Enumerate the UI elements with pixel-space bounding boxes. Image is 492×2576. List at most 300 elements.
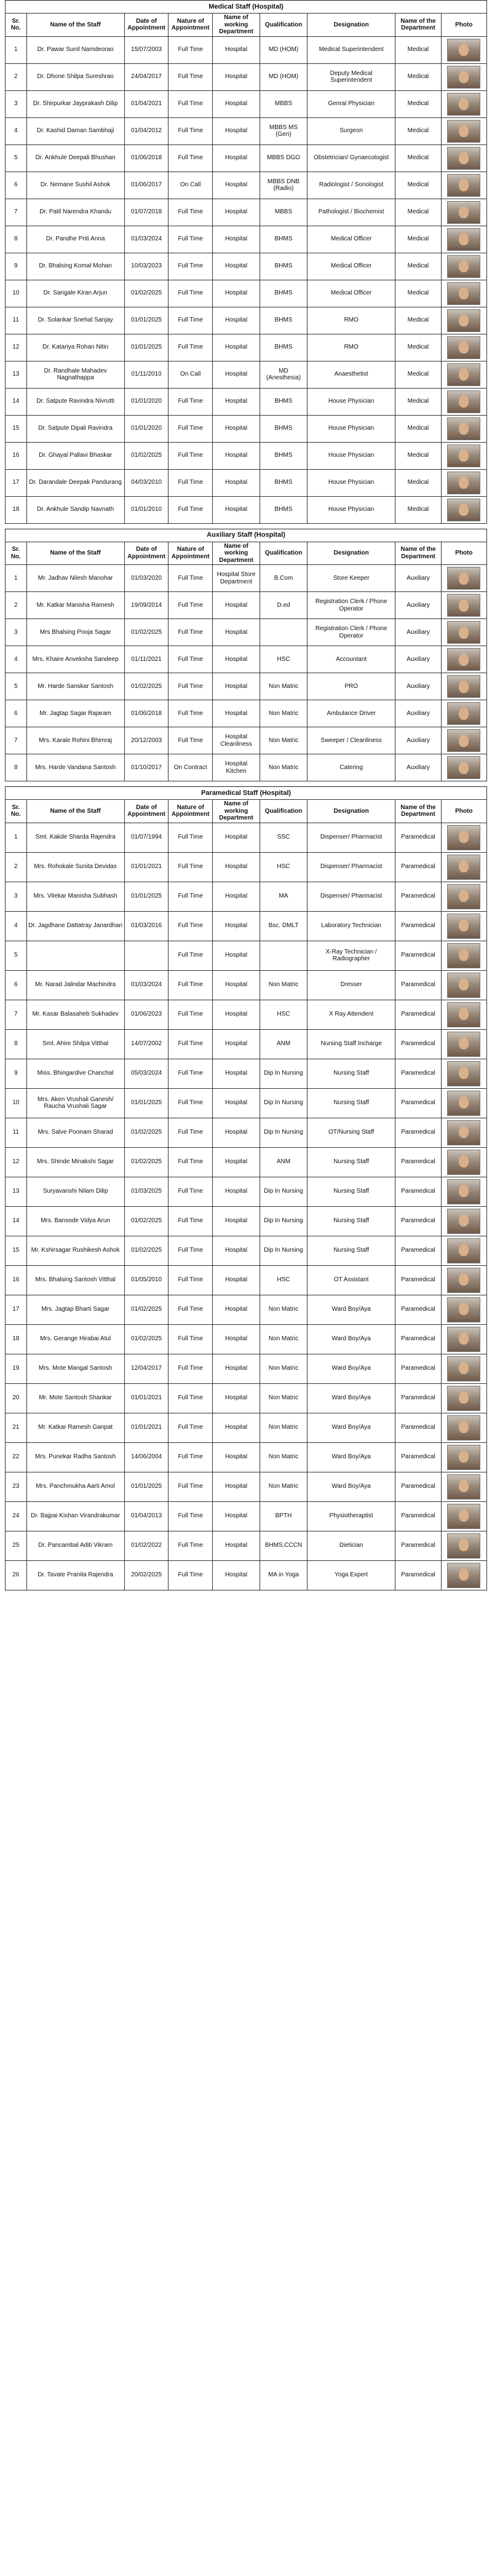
cell-sr-no: 11 bbox=[6, 307, 27, 334]
staff-photo bbox=[447, 120, 480, 143]
staff-photo bbox=[447, 336, 480, 359]
cell-date: 01/02/2022 bbox=[124, 1531, 169, 1560]
cell-dept: Hospital bbox=[213, 619, 260, 646]
cell-dept: Hospital bbox=[213, 1531, 260, 1560]
cell-photo bbox=[441, 673, 486, 700]
cell-photo bbox=[441, 727, 486, 754]
cell-department: Medical bbox=[395, 90, 441, 117]
cell-dept: Hospital bbox=[213, 442, 260, 469]
cell-dept: Hospital bbox=[213, 646, 260, 673]
cell-department: Paramedical bbox=[395, 1560, 441, 1590]
cell-name: Dr. Solankar Snehal Sanjay bbox=[26, 307, 124, 334]
cell-date: 01/01/2025 bbox=[124, 882, 169, 911]
cell-name: Dr. Tavate Pranita Rajendra bbox=[26, 1560, 124, 1590]
table-row bbox=[6, 90, 487, 117]
cell-photo bbox=[441, 1118, 486, 1147]
cell-department: Paramedical bbox=[395, 1000, 441, 1029]
staff-photo bbox=[447, 1327, 480, 1352]
cell-department: Medical bbox=[395, 496, 441, 523]
header-designation: Designation bbox=[307, 800, 395, 823]
cell-dept: Hospital Store Department bbox=[213, 565, 260, 592]
cell-nature: Full Time bbox=[169, 1413, 213, 1442]
cell-date: 01/01/2021 bbox=[124, 1383, 169, 1413]
cell-photo bbox=[441, 1000, 486, 1029]
cell-nature: Full Time bbox=[169, 63, 213, 90]
cell-date: 01/03/2024 bbox=[124, 226, 169, 253]
cell-name: Dr. Ghayal Pallavi Bhaskar bbox=[26, 442, 124, 469]
cell-nature: Full Time bbox=[169, 442, 213, 469]
cell-date: 01/04/2021 bbox=[124, 90, 169, 117]
cell-nature: Full Time bbox=[169, 911, 213, 941]
cell-designation: Dietician bbox=[307, 1531, 395, 1560]
cell-date: 01/07/1994 bbox=[124, 823, 169, 852]
cell-designation: OT Assistant bbox=[307, 1265, 395, 1295]
cell-name: Mrs. Vitekar Manisha Subhash bbox=[26, 882, 124, 911]
cell-name: Mr. Jadhav Nilesh Manohar bbox=[26, 565, 124, 592]
cell-sr-no: 2 bbox=[6, 592, 27, 619]
cell-dept: Hospital bbox=[213, 469, 260, 496]
cell-sr-no: 6 bbox=[6, 172, 27, 199]
cell-name: Dr. Pawar Sunil Namdeorao bbox=[26, 36, 124, 63]
cell-date: 01/10/2017 bbox=[124, 754, 169, 781]
cell-qualification: BHMS bbox=[260, 253, 308, 280]
cell-dept: Hospital Kitchen bbox=[213, 754, 260, 781]
cell-name: Mrs. Bhalsing Santosh Vitthal bbox=[26, 1265, 124, 1295]
cell-name: Dr. Katariya Rohan Nitin bbox=[26, 334, 124, 361]
cell-name: Suryavanshi Nilam Dilip bbox=[26, 1177, 124, 1206]
cell-name: Dr. Shirpurkar Jayprakash Dilip bbox=[26, 90, 124, 117]
cell-nature: Full Time bbox=[169, 469, 213, 496]
staff-photo bbox=[447, 594, 480, 617]
staff-photo bbox=[447, 1563, 480, 1588]
table-row bbox=[6, 63, 487, 90]
cell-nature: On Contract bbox=[169, 754, 213, 781]
cell-photo bbox=[441, 1265, 486, 1295]
cell-department: Paramedical bbox=[395, 941, 441, 970]
cell-nature: On Call bbox=[169, 361, 213, 388]
cell-qualification: SSC bbox=[260, 823, 308, 852]
cell-name: Mrs. Jagtap Bharti Sagar bbox=[26, 1295, 124, 1324]
header-qualification: Qualification bbox=[260, 542, 308, 565]
cell-dept: Hospital bbox=[213, 199, 260, 226]
cell-department: Auxiliary bbox=[395, 619, 441, 646]
cell-dept: Hospital bbox=[213, 852, 260, 882]
cell-date: 01/02/2025 bbox=[124, 1147, 169, 1177]
cell-date: 04/03/2010 bbox=[124, 469, 169, 496]
staff-photo bbox=[447, 1474, 480, 1499]
cell-dept: Hospital bbox=[213, 1265, 260, 1295]
cell-department: Paramedical bbox=[395, 1501, 441, 1531]
cell-qualification: BHMS bbox=[260, 469, 308, 496]
table-row bbox=[6, 911, 487, 941]
cell-name: Mrs. Rohokale Sunita Devidas bbox=[26, 852, 124, 882]
cell-qualification: BHMS bbox=[260, 280, 308, 307]
cell-sr-no: 5 bbox=[6, 673, 27, 700]
cell-nature: Full Time bbox=[169, 1000, 213, 1029]
cell-date: 01/06/2018 bbox=[124, 700, 169, 727]
cell-photo bbox=[441, 172, 486, 199]
cell-name: Dr. Ankhule Sandip Navnath bbox=[26, 496, 124, 523]
cell-sr-no: 17 bbox=[6, 469, 27, 496]
cell-sr-no: 25 bbox=[6, 1531, 27, 1560]
cell-department: Paramedical bbox=[395, 1531, 441, 1560]
cell-photo bbox=[441, 1324, 486, 1354]
header-nature: Nature of Appointment bbox=[169, 800, 213, 823]
cell-photo bbox=[441, 90, 486, 117]
header-photo: Photo bbox=[441, 800, 486, 823]
cell-dept: Hospital bbox=[213, 226, 260, 253]
cell-sr-no: 6 bbox=[6, 970, 27, 1000]
table-row bbox=[6, 619, 487, 646]
cell-designation: X-Ray Technician / Radiographer bbox=[307, 941, 395, 970]
cell-department: Paramedical bbox=[395, 1236, 441, 1265]
cell-designation: Dispenser/ Pharmacist bbox=[307, 823, 395, 852]
staff-photo bbox=[447, 1120, 480, 1145]
cell-sr-no: 14 bbox=[6, 388, 27, 415]
table-row bbox=[6, 727, 487, 754]
cell-sr-no: 9 bbox=[6, 253, 27, 280]
cell-qualification: MBBS bbox=[260, 199, 308, 226]
cell-photo bbox=[441, 253, 486, 280]
cell-sr-no: 19 bbox=[6, 1354, 27, 1383]
table-row bbox=[6, 1354, 487, 1383]
staff-photo bbox=[447, 648, 480, 671]
cell-dept: Hospital bbox=[213, 1501, 260, 1531]
cell-department: Medical bbox=[395, 172, 441, 199]
cell-dept: Hospital bbox=[213, 388, 260, 415]
cell-date: 01/11/2010 bbox=[124, 361, 169, 388]
cell-name: Mr. Jagtap Sagar Rajaram bbox=[26, 700, 124, 727]
cell-name: Dr. Nemane Sushil Ashok bbox=[26, 172, 124, 199]
cell-designation: Ward Boy/Aya bbox=[307, 1413, 395, 1442]
cell-date: 01/06/2017 bbox=[124, 172, 169, 199]
table-row bbox=[6, 1118, 487, 1147]
cell-photo bbox=[441, 619, 486, 646]
cell-sr-no: 5 bbox=[6, 941, 27, 970]
staff-photo bbox=[447, 1238, 480, 1263]
staff-photo bbox=[447, 1032, 480, 1057]
cell-dept: Hospital bbox=[213, 1324, 260, 1354]
cell-dept: Hospital bbox=[213, 1059, 260, 1088]
cell-name: Mr. Katkar Ramesh Ganpat bbox=[26, 1413, 124, 1442]
staff-table bbox=[5, 0, 487, 524]
cell-nature: Full Time bbox=[169, 144, 213, 172]
cell-department: Paramedical bbox=[395, 1265, 441, 1295]
header-sr-no: Sr. No. bbox=[6, 14, 27, 37]
table-row bbox=[6, 172, 487, 199]
staff-photo bbox=[447, 1386, 480, 1411]
cell-department: Paramedical bbox=[395, 1354, 441, 1383]
cell-designation: PRO bbox=[308, 673, 395, 700]
cell-date: 01/04/2013 bbox=[124, 1501, 169, 1531]
cell-date: 01/03/2016 bbox=[124, 911, 169, 941]
cell-designation: Registration Clerk / Phone Operator bbox=[308, 592, 395, 619]
table-row bbox=[6, 1265, 487, 1295]
cell-photo bbox=[441, 1442, 486, 1472]
cell-photo bbox=[441, 1472, 486, 1501]
staff-photo bbox=[447, 1061, 480, 1086]
cell-date: 01/02/2025 bbox=[124, 1295, 169, 1324]
cell-dept: Hospital bbox=[213, 172, 260, 199]
cell-photo bbox=[441, 852, 486, 882]
cell-nature: Full Time bbox=[169, 388, 213, 415]
cell-name: Dr. Pandhe Priti Anna bbox=[26, 226, 124, 253]
staff-photo bbox=[447, 914, 480, 939]
cell-dept: Hospital bbox=[213, 1206, 260, 1236]
cell-designation: Catering bbox=[308, 754, 395, 781]
header-dept: Name of working Department bbox=[213, 14, 260, 37]
header-photo: Photo bbox=[441, 14, 486, 37]
cell-date: 01/01/2021 bbox=[124, 852, 169, 882]
cell-sr-no: 13 bbox=[6, 361, 27, 388]
staff-photo bbox=[447, 363, 480, 386]
cell-name: Dr. Dhone Shilpa Sureshrao bbox=[26, 63, 124, 90]
table-row bbox=[6, 1236, 487, 1265]
staff-photo bbox=[447, 390, 480, 413]
cell-nature: Full Time bbox=[169, 1295, 213, 1324]
table-row bbox=[6, 941, 487, 970]
cell-nature: Full Time bbox=[169, 619, 213, 646]
cell-dept: Hospital bbox=[213, 1177, 260, 1206]
table-row bbox=[6, 496, 487, 523]
cell-dept: Hospital bbox=[213, 117, 260, 144]
cell-sr-no: 18 bbox=[6, 1324, 27, 1354]
cell-photo bbox=[441, 388, 486, 415]
cell-nature: Full Time bbox=[169, 1560, 213, 1590]
cell-sr-no: 1 bbox=[6, 823, 27, 852]
cell-sr-no: 12 bbox=[6, 1147, 27, 1177]
cell-date: 10/03/2023 bbox=[124, 253, 169, 280]
cell-dept: Hospital bbox=[213, 280, 260, 307]
cell-date: 01/01/2025 bbox=[124, 307, 169, 334]
cell-nature: Full Time bbox=[169, 117, 213, 144]
cell-photo bbox=[441, 63, 486, 90]
cell-department: Paramedical bbox=[395, 1029, 441, 1059]
cell-sr-no: 6 bbox=[6, 700, 27, 727]
cell-department: Auxiliary bbox=[395, 592, 441, 619]
cell-qualification: HSC bbox=[260, 1000, 308, 1029]
staff-photo bbox=[447, 1533, 480, 1559]
cell-nature: Full Time bbox=[169, 1442, 213, 1472]
header-photo: Photo bbox=[441, 542, 486, 565]
cell-name: Mr. Katkar Manisha Ramesh bbox=[26, 592, 124, 619]
cell-designation: Medical Superintendent bbox=[307, 36, 395, 63]
cell-date: 14/06/2004 bbox=[124, 1442, 169, 1472]
cell-designation: Nursing Staff bbox=[307, 1147, 395, 1177]
cell-photo bbox=[441, 1295, 486, 1324]
section-title: Auxiliary Staff (Hospital) bbox=[6, 529, 487, 542]
cell-name: Mrs. Panchmukha Aarti Amol bbox=[26, 1472, 124, 1501]
staff-photo bbox=[447, 174, 480, 197]
table-row bbox=[6, 1472, 487, 1501]
cell-sr-no: 8 bbox=[6, 754, 27, 781]
cell-nature: Full Time bbox=[169, 1531, 213, 1560]
cell-dept: Hospital bbox=[213, 1118, 260, 1147]
cell-sr-no: 23 bbox=[6, 1472, 27, 1501]
cell-qualification: Dip In Nursing bbox=[260, 1206, 308, 1236]
cell-date: 01/02/2025 bbox=[124, 280, 169, 307]
cell-date: 24/04/2017 bbox=[124, 63, 169, 90]
cell-dept: Hospital bbox=[213, 1000, 260, 1029]
table-row bbox=[6, 1442, 487, 1472]
cell-name bbox=[26, 941, 124, 970]
cell-photo bbox=[441, 1531, 486, 1560]
staff-photo bbox=[447, 973, 480, 998]
cell-date: 01/05/2010 bbox=[124, 1265, 169, 1295]
table-row bbox=[6, 1029, 487, 1059]
cell-date: 01/11/2021 bbox=[124, 646, 169, 673]
staff-photo bbox=[447, 499, 480, 521]
cell-department: Paramedical bbox=[395, 1206, 441, 1236]
cell-dept: Hospital bbox=[213, 415, 260, 442]
cell-department: Paramedical bbox=[395, 970, 441, 1000]
cell-department: Paramedical bbox=[395, 882, 441, 911]
cell-designation: Obstetrician/ Gynaecologist bbox=[307, 144, 395, 172]
table-row bbox=[6, 144, 487, 172]
cell-photo bbox=[441, 1206, 486, 1236]
cell-date: 01/02/2025 bbox=[124, 1236, 169, 1265]
header-name: Name of the Staff bbox=[26, 542, 124, 565]
cell-date: 01/02/2025 bbox=[124, 442, 169, 469]
cell-department: Medical bbox=[395, 307, 441, 334]
cell-dept: Hospital bbox=[213, 1147, 260, 1177]
cell-qualification: BHMS bbox=[260, 496, 308, 523]
cell-designation: Dresser bbox=[307, 970, 395, 1000]
table-row bbox=[6, 882, 487, 911]
table-row bbox=[6, 1531, 487, 1560]
cell-date: 01/02/2025 bbox=[124, 1118, 169, 1147]
cell-department: Paramedical bbox=[395, 1177, 441, 1206]
cell-sr-no: 15 bbox=[6, 1236, 27, 1265]
cell-nature: Full Time bbox=[169, 90, 213, 117]
cell-nature: Full Time bbox=[169, 1354, 213, 1383]
cell-name: Mrs. Khaire Anveksha Sandeep bbox=[26, 646, 124, 673]
cell-sr-no: 4 bbox=[6, 911, 27, 941]
staff-photo bbox=[447, 943, 480, 968]
cell-nature: Full Time bbox=[169, 1059, 213, 1088]
cell-photo bbox=[441, 334, 486, 361]
cell-sr-no: 4 bbox=[6, 117, 27, 144]
cell-name: Mrs. Mote Mangal Santosh bbox=[26, 1354, 124, 1383]
cell-nature: Full Time bbox=[169, 1177, 213, 1206]
header-designation: Designation bbox=[307, 14, 395, 37]
cell-department: Paramedical bbox=[395, 1059, 441, 1088]
cell-photo bbox=[441, 442, 486, 469]
cell-sr-no: 26 bbox=[6, 1560, 27, 1590]
cell-sr-no: 3 bbox=[6, 882, 27, 911]
cell-department: Paramedical bbox=[395, 1295, 441, 1324]
table-row bbox=[6, 469, 487, 496]
cell-sr-no: 15 bbox=[6, 415, 27, 442]
header-sr-no: Sr. No. bbox=[6, 542, 27, 565]
cell-date: 05/03/2024 bbox=[124, 1059, 169, 1088]
cell-nature: Full Time bbox=[169, 1383, 213, 1413]
cell-nature: Full Time bbox=[169, 1147, 213, 1177]
cell-qualification: MA bbox=[260, 882, 308, 911]
table-row bbox=[6, 1088, 487, 1118]
cell-department: Auxiliary bbox=[395, 565, 441, 592]
cell-department: Medical bbox=[395, 415, 441, 442]
section-title: Medical Staff (Hospital) bbox=[6, 1, 487, 14]
cell-nature: Full Time bbox=[169, 1029, 213, 1059]
cell-designation: House Physician bbox=[307, 388, 395, 415]
cell-department: Medical bbox=[395, 253, 441, 280]
cell-sr-no: 2 bbox=[6, 63, 27, 90]
cell-dept: Hospital bbox=[213, 1295, 260, 1324]
staff-photo bbox=[447, 1445, 480, 1470]
table-row bbox=[6, 754, 487, 781]
cell-qualification: BHMS bbox=[260, 334, 308, 361]
cell-photo bbox=[441, 226, 486, 253]
cell-date: 01/02/2025 bbox=[124, 1324, 169, 1354]
cell-designation: Nursing Staff bbox=[307, 1177, 395, 1206]
cell-name: Dr. Bajpai Kishan Virandrakumar bbox=[26, 1501, 124, 1531]
cell-dept: Hospital bbox=[213, 823, 260, 852]
cell-date: 01/03/2024 bbox=[124, 970, 169, 1000]
cell-photo bbox=[441, 1236, 486, 1265]
cell-sr-no: 7 bbox=[6, 1000, 27, 1029]
cell-sr-no: 5 bbox=[6, 144, 27, 172]
cell-department: Medical bbox=[395, 36, 441, 63]
table-row bbox=[6, 334, 487, 361]
cell-department: Medical bbox=[395, 144, 441, 172]
cell-department: Auxiliary bbox=[395, 646, 441, 673]
cell-dept: Hospital bbox=[213, 1442, 260, 1472]
cell-qualification: BHMS bbox=[260, 442, 308, 469]
cell-name: Miss. Bhingardive Chanchal bbox=[26, 1059, 124, 1088]
cell-date: 01/07/2018 bbox=[124, 199, 169, 226]
cell-qualification: Non Matric bbox=[260, 1442, 308, 1472]
cell-qualification: BHMS bbox=[260, 415, 308, 442]
cell-designation: Sweeper / Cleanliness bbox=[308, 727, 395, 754]
cell-nature: Full Time bbox=[169, 36, 213, 63]
staff-photo bbox=[447, 201, 480, 224]
cell-nature: Full Time bbox=[169, 852, 213, 882]
cell-qualification: Dip In Nursing bbox=[260, 1177, 308, 1206]
cell-qualification: Non Matric bbox=[260, 727, 308, 754]
cell-department: Auxiliary bbox=[395, 727, 441, 754]
cell-name: Dr. Sangale Kiran Arjun bbox=[26, 280, 124, 307]
header-name: Name of the Staff bbox=[26, 800, 124, 823]
cell-department: Paramedical bbox=[395, 852, 441, 882]
cell-department: Paramedical bbox=[395, 1088, 441, 1118]
header-sr-no: Sr. No. bbox=[6, 800, 27, 823]
staff-photo bbox=[447, 1179, 480, 1204]
cell-qualification: D.ed bbox=[260, 592, 308, 619]
cell-designation: Nursing Staff Incharge bbox=[307, 1029, 395, 1059]
cell-dept: Hospital bbox=[213, 307, 260, 334]
cell-designation: Genral Physician bbox=[307, 90, 395, 117]
cell-name: Mrs. Salve Poonam Sharad bbox=[26, 1118, 124, 1147]
cell-qualification: Dip In Nursing bbox=[260, 1118, 308, 1147]
cell-sr-no: 22 bbox=[6, 1442, 27, 1472]
staff-photo bbox=[447, 1504, 480, 1529]
cell-dept: Hospital bbox=[213, 700, 260, 727]
cell-nature: Full Time bbox=[169, 1472, 213, 1501]
cell-date: 01/01/2025 bbox=[124, 1472, 169, 1501]
cell-name: Dr. Jagdhane Dattatray Janardhan bbox=[26, 911, 124, 941]
cell-sr-no: 16 bbox=[6, 1265, 27, 1295]
cell-photo bbox=[441, 882, 486, 911]
cell-date: 01/01/2020 bbox=[124, 415, 169, 442]
cell-nature: Full Time bbox=[169, 970, 213, 1000]
table-row bbox=[6, 1413, 487, 1442]
staff-photo bbox=[447, 309, 480, 332]
cell-designation: Medical Officer bbox=[307, 226, 395, 253]
cell-photo bbox=[441, 1029, 486, 1059]
cell-sr-no: 16 bbox=[6, 442, 27, 469]
cell-date bbox=[124, 941, 169, 970]
